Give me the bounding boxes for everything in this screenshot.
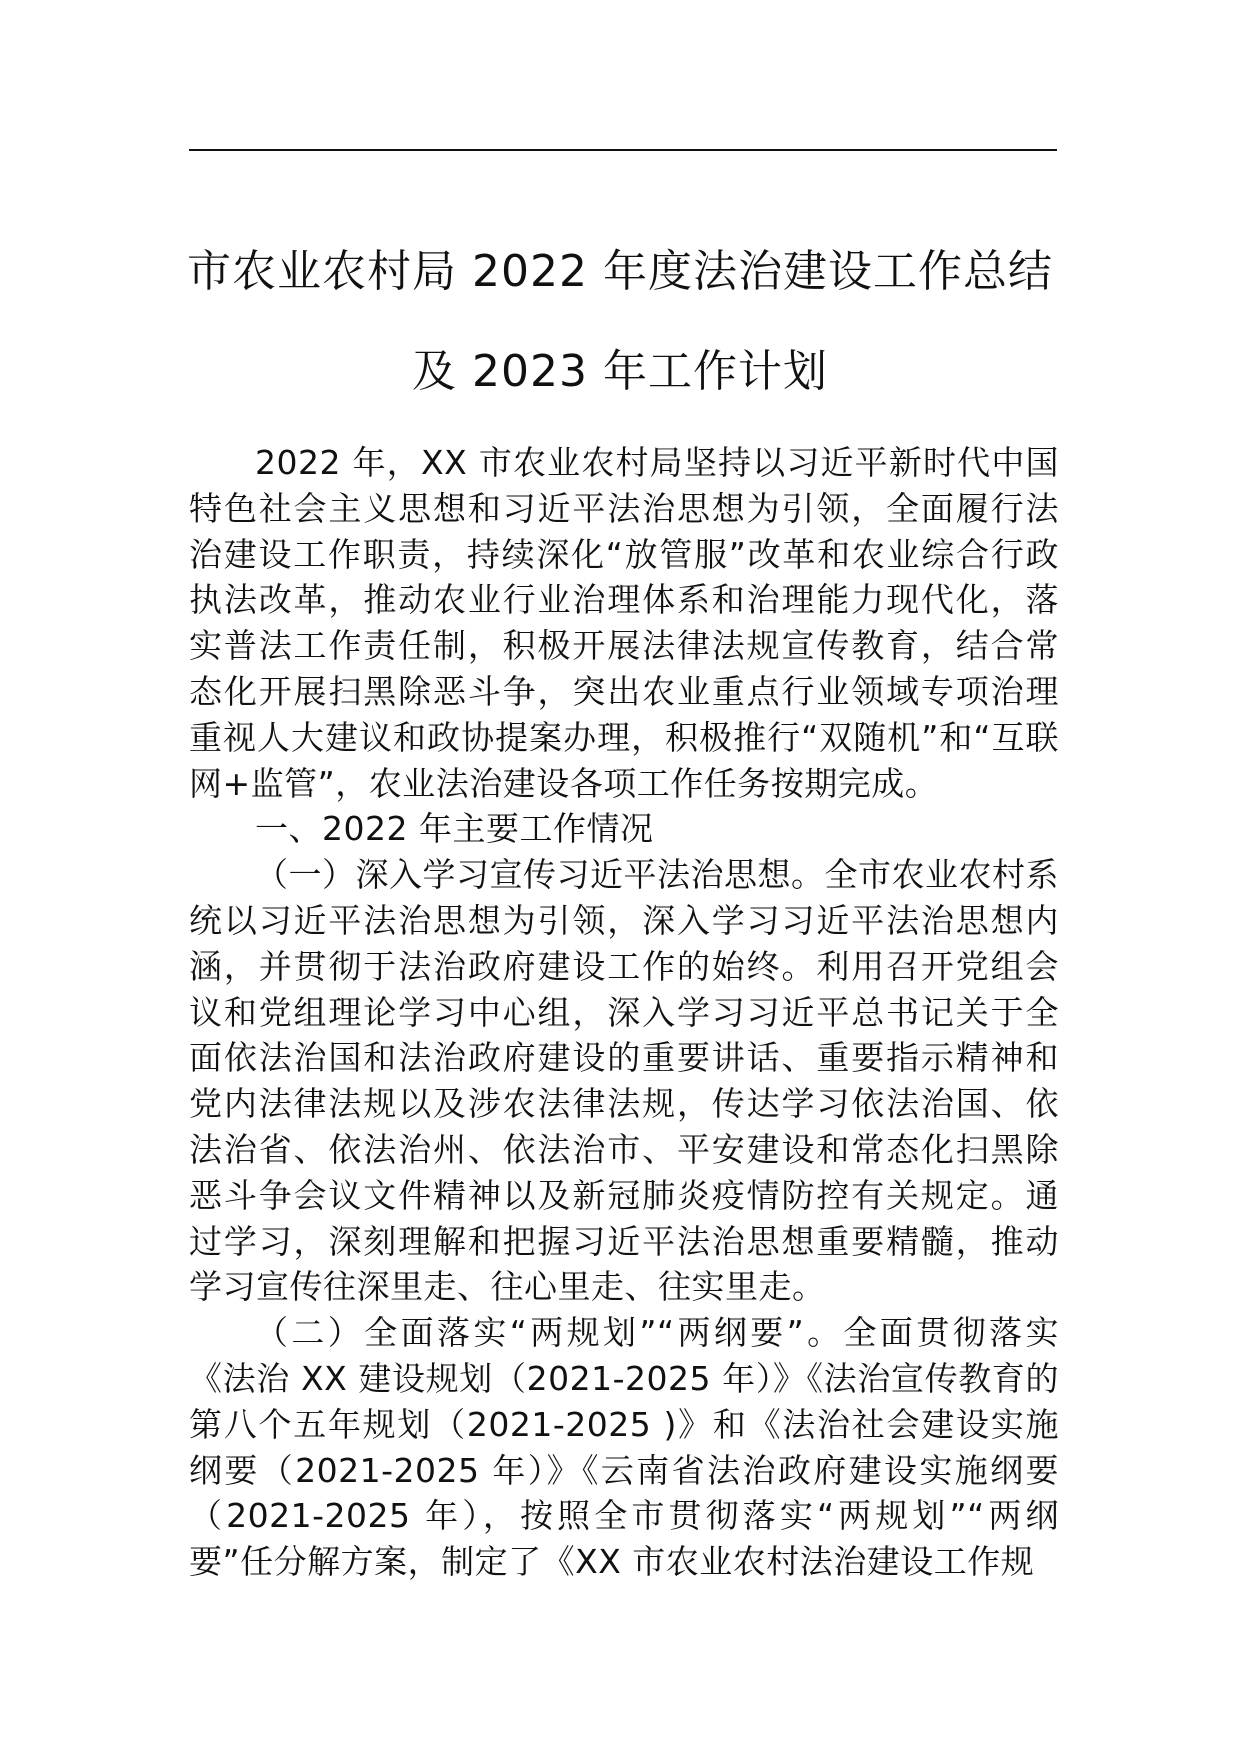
intro-paragraph: 2022 年，XX 市农业农村局坚持以习近平新时代中国特色社会主义思想和习近平法治思想为引领，全面履行法治建设工作职责，持续深化“放管服”改革和农业综合行政执法改革，推动农业行业治理体系和治理能力现代化，落实普法工作责任制，积极开展法律法规宣传教育，结合常态化开展扫黑除恶斗争，突出农业重点行业领域专项治理重视人大建议和政协提案办理，积极推行“双随机”和“互联网+监管”，农业法治建设各项工作任务按期完成。: [189, 443, 1059, 803]
title-line-2: 及 2023 年工作计划: [412, 346, 828, 397]
section-heading-1: 一、2022 年主要工作情况: [255, 809, 654, 849]
subsection-paragraph-2: （二）全面落实“两规划”“两纲要”。全面贯彻落实《法治 XX 建设规划（2021-2025 年）》《法治宣传教育的第八个五年规划（2021-2025 )》和《法治社会建设实施纲要（2021-2025 年）》《云南省法治政府建设实施纲要（2021-2025 年），按照全市贯彻落实“两规划”“两纲要”任分解方案，制定了《XX 市农业农村法治建设工作规: [189, 1313, 1059, 1582]
title-line-1: 市农业农村局 2022 年度法治建设工作总结: [187, 246, 1053, 297]
document-title: [150, 222, 1090, 422]
subsection-paragraph-1: （一）深入学习宣传习近平法治思想。全市农业农村系统以习近平法治思想为引领，深入学习习近平法治思想内涵，并贯彻于法治政府建设工作的始终。利用召开党组会议和党组理论学习中心组，深入学习习近平总书记关于全面依法治国和法治政府建设的重要讲话、重要指示精神和党内法律法规以及涉农法律法规，传达学习依法治国、依法治省、依法治州、依法治市、平安建设和常态化扫黑除恶斗争会议文件精神以及新冠肺炎疫情防控有关规定。通过学习，深刻理解和把握习近平法治思想重要精髓，推动学习宣传往深里走、往心里走、往实里走。: [189, 855, 1059, 1307]
header-rule: [189, 149, 1057, 151]
document-body: [189, 440, 1059, 1585]
